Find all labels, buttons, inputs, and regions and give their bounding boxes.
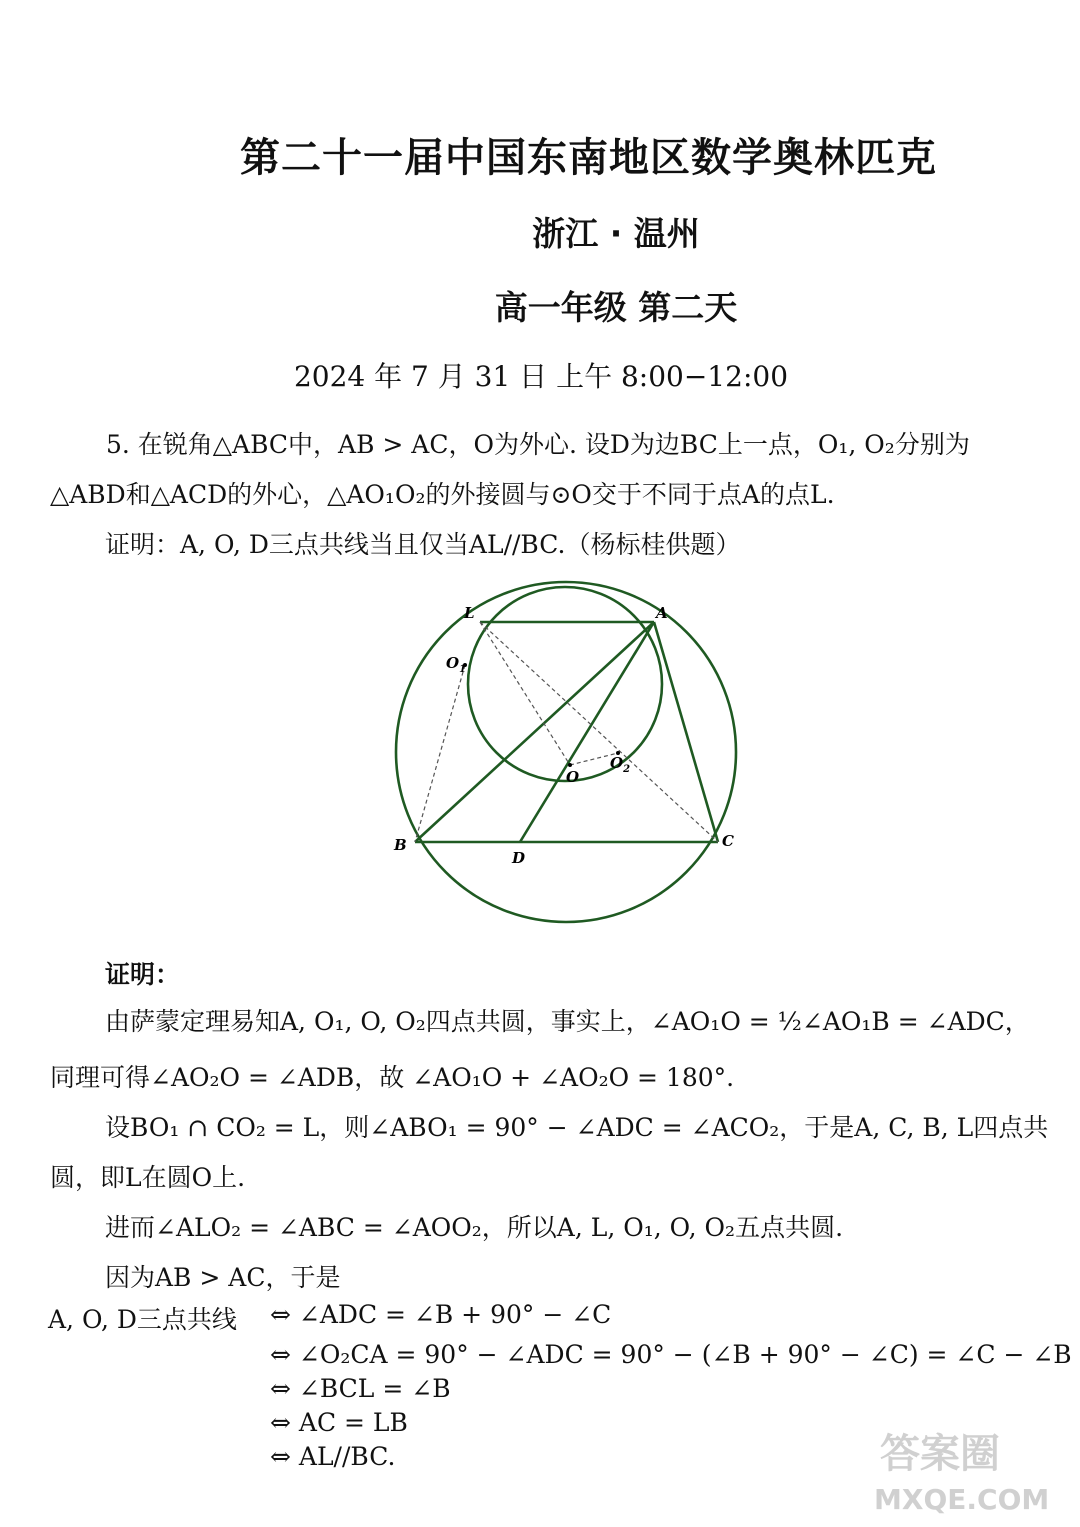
- equivalence-step: ⇔ AC = LB: [270, 1408, 408, 1437]
- problem-claim: 证明：A, O, D三点共线当且仅当AL//BC.（杨标桂供题）: [105, 530, 741, 559]
- label-b: B: [394, 836, 407, 854]
- dashed-l-c: [480, 622, 718, 842]
- proof-line: 圆，即L在圆O上.: [50, 1163, 246, 1192]
- proof-line: 同理可得∠AO₂O = ∠ADB，故 ∠AO₁O + ∠AO₂O = 180°.: [50, 1063, 735, 1092]
- segment-ac: [654, 622, 718, 842]
- label-o2: $O_2$: [610, 754, 631, 775]
- watermark-bottom: MXQE.COM: [874, 1483, 1050, 1516]
- equivalence-chain-start: A, O, D三点共线: [48, 1305, 237, 1334]
- problem-statement: 5. 在锐角△ABC中，AB > AC，O为外心. 设D为边BC上一点，O₁, O₂分别为△ABD和△ACD的外心，△AO₁O₂的外接圆与⊙O交于不同于点A的点L.: [50, 430, 970, 509]
- watermark-top: 答案圈: [880, 1431, 1000, 1477]
- page-title: 第二十一届中国东南地区数学奥林匹克: [240, 135, 937, 181]
- proof-line: 设BO₁ ∩ CO₂ = L，则∠ABO₁ = 90° − ∠ADC = ∠ACO₂，于是A, C, B, L四点共: [105, 1113, 1049, 1142]
- dashed-o1-b: [415, 665, 465, 842]
- grade-day-subtitle: 高一年级 第二天: [494, 288, 738, 327]
- point-o: [568, 763, 572, 767]
- dashed-l-o: [480, 622, 570, 765]
- proof-heading: 证明：: [105, 960, 181, 989]
- label-l: L: [464, 604, 475, 622]
- watermark-logo: [870, 1417, 1050, 1517]
- circle-ao1o2: [468, 587, 662, 781]
- proof-line: 因为AB > AC，于是: [105, 1263, 341, 1292]
- geometry-figure: [380, 560, 760, 950]
- location-subtitle: 浙江 · 温州: [532, 214, 700, 253]
- equivalence-step: ⇔ ∠BCL = ∠B: [270, 1374, 451, 1403]
- equivalence-step: ⇔ ∠ADC = ∠B + 90° − ∠C: [270, 1300, 612, 1329]
- label-o: O: [566, 768, 580, 786]
- label-o1: $O_1$: [446, 654, 467, 675]
- exam-datetime: 2024 年 7 月 31 日 上午 8:00−12:00: [293, 360, 789, 393]
- proof-line: 进而∠ALO₂ = ∠ABC = ∠AOO₂，所以A, L, O₁, O, O₂五点共圆.: [105, 1213, 844, 1242]
- label-c: C: [722, 832, 734, 850]
- segment-ad: [520, 622, 654, 842]
- label-a: A: [656, 604, 668, 622]
- label-d: D: [512, 849, 526, 867]
- equivalence-step: ⇔ AL//BC.: [270, 1442, 396, 1471]
- proof-line: 由萨蒙定理易知A, O₁, O, O₂四点共圆，事实上，∠AO₁O = ½∠AO₁B = ∠ADC，: [105, 1007, 1030, 1036]
- circumcircle-o: [396, 582, 736, 922]
- equivalence-step: ⇔ ∠O₂CA = 90° − ∠ADC = 90° − (∠B + 90° − ∠C) = ∠C − ∠B: [270, 1340, 1072, 1369]
